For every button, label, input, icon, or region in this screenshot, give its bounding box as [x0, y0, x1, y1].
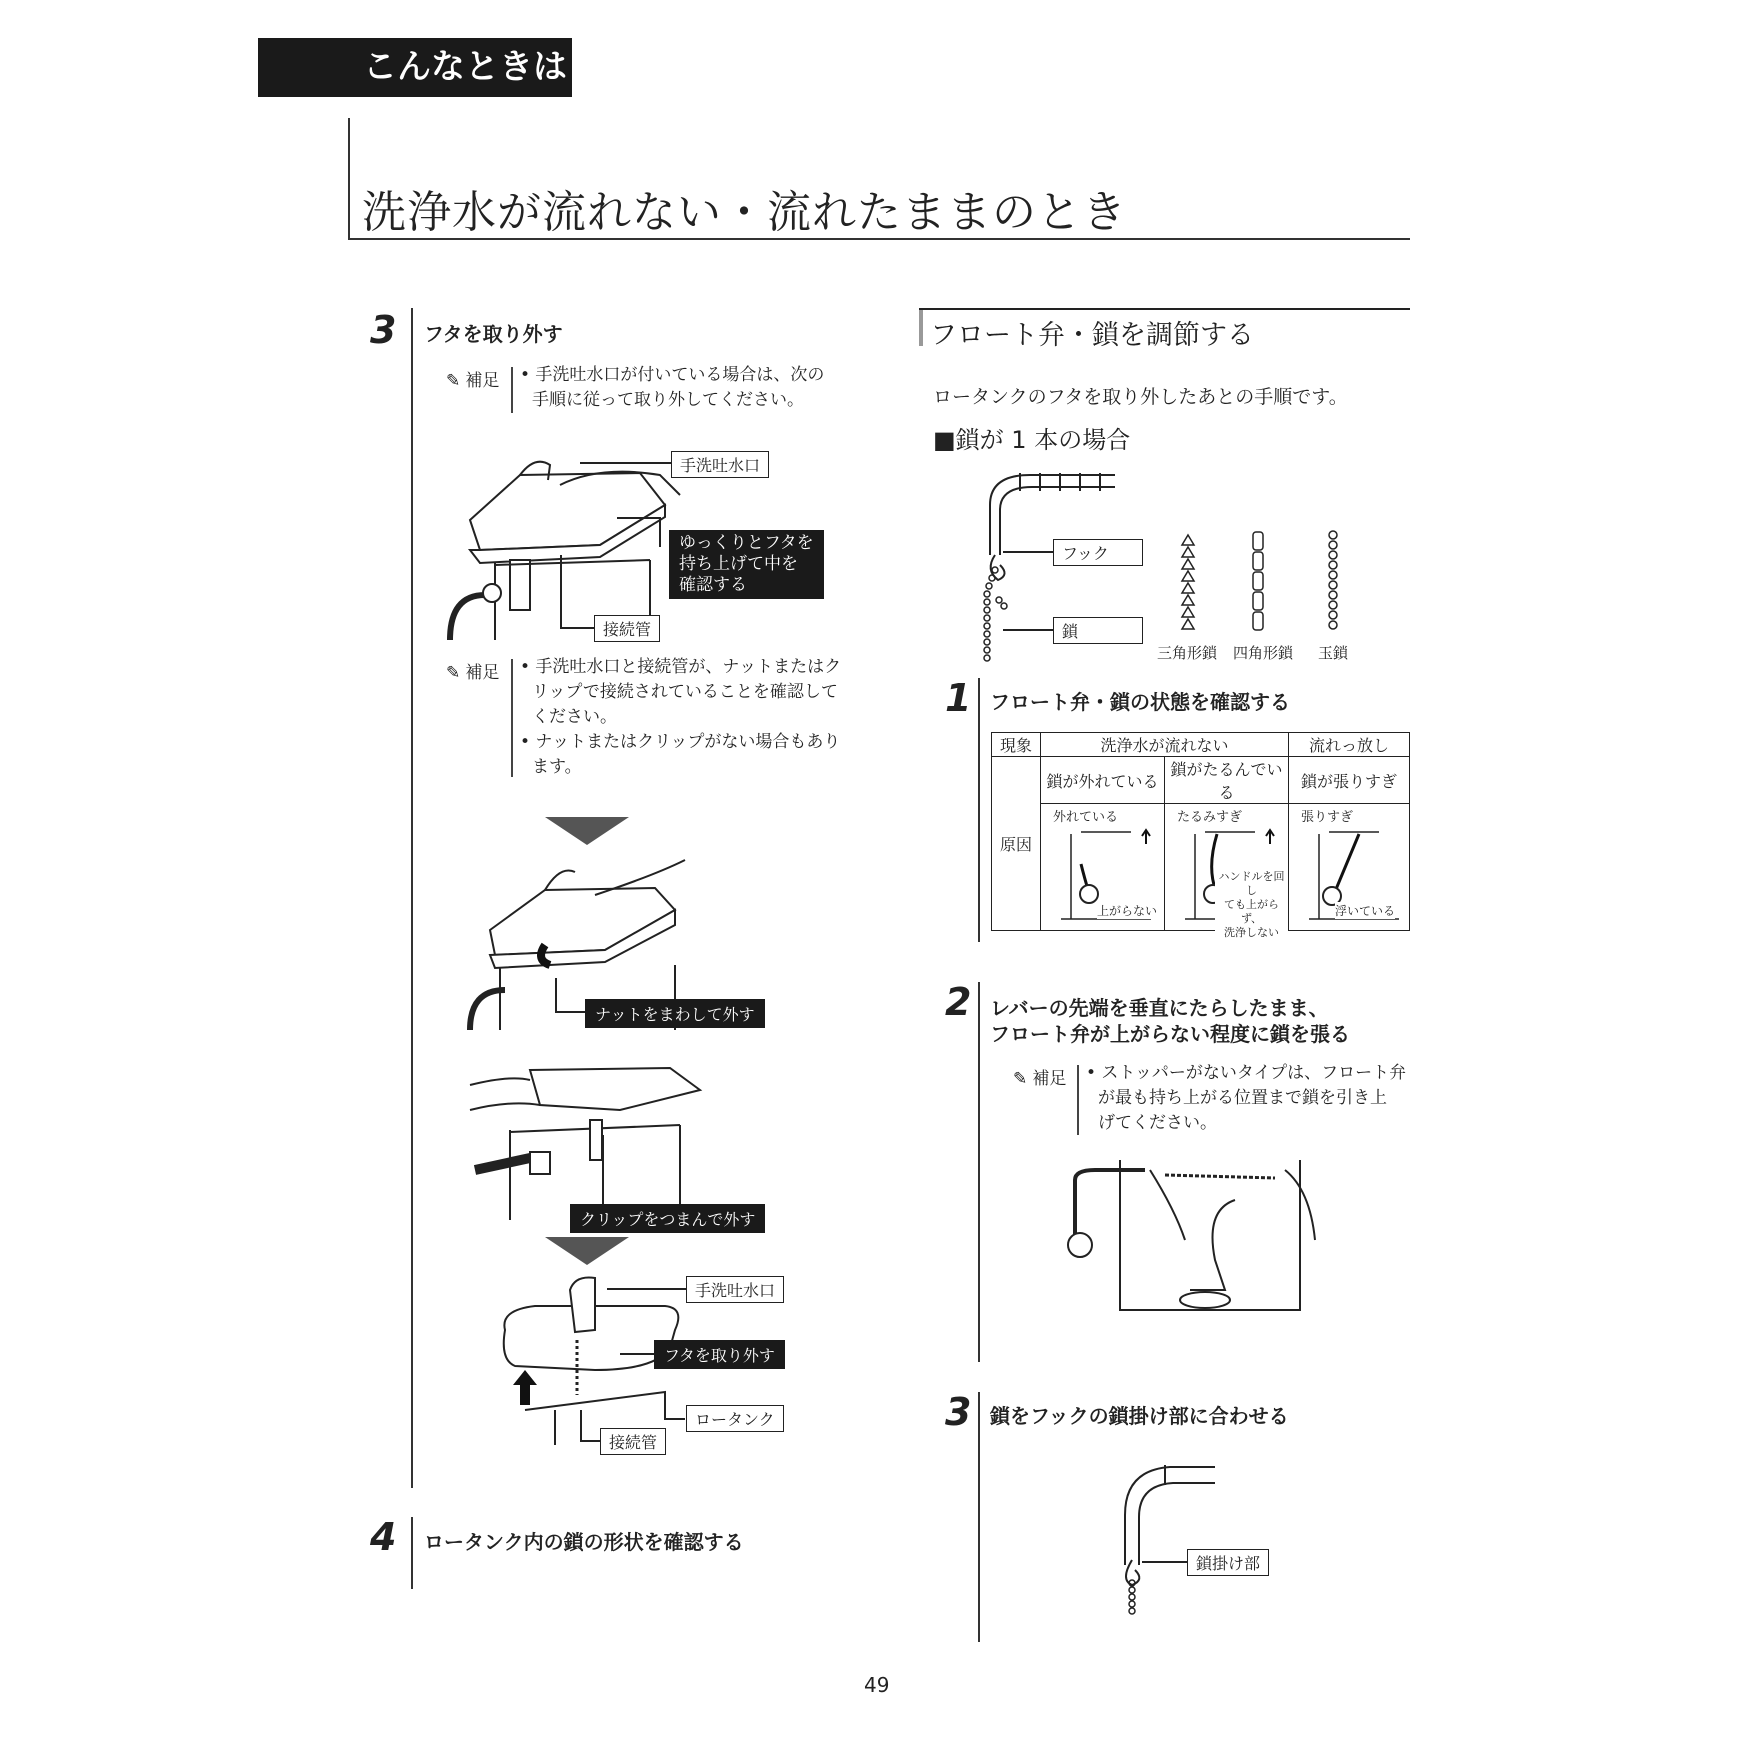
step-bar — [411, 308, 413, 1488]
note-bar — [511, 659, 513, 777]
step-bar — [978, 678, 980, 942]
step-label: フロート弁が上がらない程度に鎖を張る — [990, 1022, 1350, 1046]
case-heading: ■鎖が 1 本の場合 — [933, 426, 1131, 454]
note-label: 補足 — [465, 663, 500, 683]
step-number: 4 — [370, 1515, 397, 1559]
label-pipe: 接続管 — [594, 615, 660, 642]
step-number: 3 — [945, 1390, 972, 1434]
page-number: 49 — [864, 1673, 890, 1697]
tank-adjust-illustration — [1055, 1150, 1335, 1335]
label-pipe: 接続管 — [600, 1428, 666, 1455]
note-text: • 手洗吐水口が付いている場合は、次の 手順に従って取り外してください。 — [520, 365, 825, 410]
label-spout: 手洗吐水口 — [686, 1276, 784, 1303]
note-label: 補足 — [1032, 1069, 1067, 1089]
note-text: • ストッパーがないタイプは、フロート弁 が最も持ち上がる位置まで鎖を引き上 げてください。 — [1086, 1063, 1407, 1133]
label-square-chain: 四角形鎖 — [1233, 644, 1294, 662]
section-title: フロート弁・鎖を調節する — [930, 320, 1254, 351]
cause-table: 現象 洗浄水が流れない 流れっ放し 原因 鎖が外れている 鎖がたるんでいる 鎖が張りすぎ 外れている 上がらない たるみすぎ ハンドルを回し ても上がらず、 洗浄しない 張りすぎ 浮いている — [991, 732, 1410, 931]
step-label: フタを取り外す — [424, 322, 563, 346]
step-label: 鎖をフックの鎖掛け部に合わせる — [990, 1404, 1289, 1428]
label-clip: クリップをつまんで外す — [570, 1204, 765, 1233]
note-block — [446, 366, 499, 391]
label-tank: ロータンク — [686, 1405, 784, 1432]
step-number: 2 — [945, 980, 972, 1024]
note-label: 補足 — [465, 371, 500, 391]
pencil-icon: ✎ — [446, 371, 461, 391]
step-bar — [978, 1392, 980, 1642]
label-hook: フック — [1053, 539, 1143, 566]
pencil-icon: ✎ — [446, 663, 461, 683]
chain-icon — [975, 565, 1015, 665]
pencil-icon: ✎ — [1013, 1069, 1028, 1089]
step-number: 3 — [370, 308, 397, 352]
note-text: • 手洗吐水口と接続管が、ナットまたはク リップで接続されていることを確認して ください。 • ナットまたはクリップがない場合もあり ます。 — [520, 657, 842, 777]
label-spout: 手洗吐水口 — [671, 451, 769, 478]
label-tri-chain: 三角形鎖 — [1157, 644, 1218, 662]
down-arrow-icon — [545, 817, 629, 845]
note-bar — [511, 367, 513, 413]
page-title: 洗浄水が流れない・流れたままのとき — [362, 187, 1127, 238]
step-number: 1 — [945, 676, 972, 720]
note-block — [1013, 1064, 1066, 1089]
step-bar — [411, 1517, 413, 1589]
label-chain-hook-part: 鎖掛け部 — [1187, 1549, 1269, 1576]
clip-illustration — [470, 1050, 700, 1220]
step-label: レバーの先端を垂直にたらしたまま、 — [990, 996, 1329, 1020]
intro-text: ロータンクのフタを取り外したあとの手順です。 — [933, 386, 1348, 408]
label-nut: ナットをまわして外す — [585, 999, 765, 1028]
step-label: フロート弁・鎖の状態を確認する — [990, 690, 1290, 714]
hook-chain-align-illustration — [1115, 1455, 1225, 1615]
note-block — [446, 658, 499, 683]
label-remove: フタを取り外す — [654, 1340, 785, 1369]
down-arrow-icon — [545, 1237, 629, 1265]
step-label: ロータンク内の鎖の形状を確認する — [424, 1530, 744, 1554]
step-bar — [978, 982, 980, 1362]
label-ball-chain: 玉鎖 — [1318, 644, 1349, 662]
chain-types-illustration — [1180, 530, 1380, 640]
note-bar — [1077, 1065, 1079, 1135]
section-tab: こんなときは — [258, 38, 572, 97]
title-rule — [348, 118, 350, 240]
label-chain: 鎖 — [1053, 617, 1143, 644]
label-lift: ゆっくりとフタを 持ち上げて中を 確認する — [669, 530, 824, 599]
